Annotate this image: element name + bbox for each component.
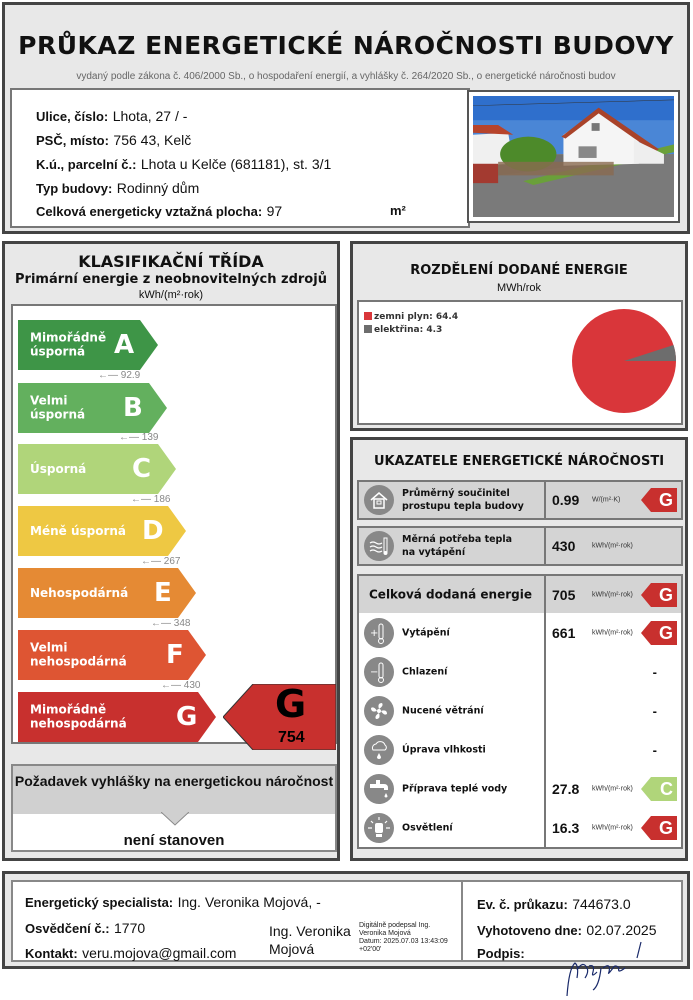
specialist-info — [11, 880, 461, 962]
badge-letter: G — [658, 490, 673, 510]
page-title: PRŮKAZ ENERGETICKÉ NÁROČNOSTI BUDOVY — [18, 31, 674, 60]
indicator-row-heating — [357, 613, 683, 654]
badge-letter: G — [658, 622, 673, 643]
indicator-name: Osvětlení — [402, 822, 453, 833]
indicator-name: Úprava vlhkosti — [402, 744, 486, 755]
badge-letter: C — [660, 778, 673, 799]
type-label: Typ budovy: — [36, 181, 113, 196]
result-class-indicator — [223, 684, 336, 750]
class-label: Velmi — [30, 640, 68, 655]
indicator-row-hot-water — [357, 769, 683, 810]
badge-letter: G — [658, 584, 673, 605]
page-subtitle: vydaný podle zákona č. 406/2000 Sb., o hospodaření energií, a vyhlášky č. 264/2020 Sb., o energetické náročnosti budov — [76, 71, 616, 82]
threshold-d: ←— 267 — [141, 556, 181, 567]
date-value: 02.07.2025 — [586, 922, 657, 938]
building-info — [10, 88, 470, 228]
class-bar-c — [18, 444, 176, 494]
street-value: Lhota, 27 / - — [112, 108, 188, 124]
legend-swatch — [364, 312, 372, 320]
threshold-b: ←— 139 — [119, 432, 159, 443]
indicator-unit: W/(m²·K) — [592, 496, 621, 504]
svg-text:+: + — [370, 627, 379, 639]
signer-name-line: Mojová — [269, 941, 315, 957]
specialist-value: Ing. Veronika Mojová, - — [177, 894, 321, 910]
ev-number-label: Ev. č. průkazu: — [477, 897, 568, 912]
cooling-icon — [364, 657, 394, 687]
class-letter: D — [142, 516, 164, 546]
classification-subtitle: Primární energie z neobnovitelných zdrojů — [15, 272, 327, 287]
indicator-row-heat-demand — [357, 526, 683, 566]
heating-icon — [364, 618, 394, 648]
heat-thermometer-icon — [364, 531, 394, 561]
distribution-title: ROZDĚLENÍ DODANÉ ENERGIE — [410, 263, 628, 278]
class-letter: G — [176, 702, 198, 732]
fan-icon — [364, 696, 394, 726]
class-label: Nehospodárná — [30, 585, 129, 600]
certificate-value: 1770 — [114, 920, 146, 936]
class-letter: B — [123, 393, 143, 423]
street-label: Ulice, číslo: — [36, 109, 109, 124]
energy-distribution-panel — [350, 241, 688, 431]
indicator-value: 705 — [552, 586, 576, 603]
area-value: 97 — [266, 203, 283, 219]
class-badge-c — [641, 777, 677, 801]
threshold-e: ←— 348 — [151, 618, 191, 629]
indicator-value: 430 — [552, 538, 576, 554]
requirement-box — [11, 764, 337, 852]
classification-title: KLASIFIKAČNÍ TŘÍDA — [78, 252, 264, 271]
indicator-row-transmission — [357, 480, 683, 520]
requirement-pointer — [161, 812, 189, 826]
indicator-unit: kWh/(m²·rok) — [592, 824, 633, 831]
pie-chart — [569, 306, 679, 416]
class-badge-g — [641, 816, 677, 840]
signature-text: Veronika Mojová — [359, 930, 411, 937]
result-value: 754 — [278, 729, 305, 746]
threshold-f: ←— 430 — [161, 680, 201, 691]
signature-text: Datum: 2025.07.03 13:43:09 — [359, 938, 448, 945]
header — [2, 2, 690, 92]
indicator-row-total-energy — [357, 574, 683, 615]
indicators-panel — [350, 437, 688, 861]
ku-value: Lhota u Kelče (681181), st. 3/1 — [140, 156, 332, 172]
indicator-name: na vytápění — [402, 547, 466, 558]
class-label: Mimořádně — [30, 330, 107, 345]
indicator-unit: kWh/(m²·rok) — [592, 591, 633, 598]
area-unit: m² — [390, 203, 406, 218]
threshold-c: ←— 186 — [131, 494, 171, 505]
classification-scale — [11, 304, 337, 744]
specialist-label: Energetický specialista: — [25, 895, 174, 910]
class-badge-g — [641, 621, 677, 645]
requirement-value: není stanoven — [123, 832, 225, 849]
certificate-label: Osvědčení č.: — [25, 921, 110, 936]
class-letter: C — [132, 454, 152, 484]
indicator-value: - — [652, 664, 657, 679]
house-icon — [364, 485, 394, 515]
class-bar-f — [18, 630, 206, 680]
legend-swatch — [364, 325, 372, 333]
indicator-name: Chlazení — [402, 666, 448, 677]
area-label: Celková energeticky vztažná plocha: — [36, 204, 263, 219]
indicator-value: - — [652, 703, 657, 718]
class-letter: F — [166, 640, 184, 670]
house-photo-image — [473, 96, 674, 217]
indicator-row-cooling — [357, 652, 683, 693]
signer-name-line: Ing. Veronika — [269, 923, 351, 939]
class-label: Méně úsporná — [30, 523, 127, 538]
indicator-row-ventilation — [357, 691, 683, 732]
class-bar-b — [18, 383, 167, 433]
threshold-value: 186 — [153, 494, 171, 505]
indicator-unit: kWh/(m²·rok) — [592, 542, 633, 550]
indicator-unit: kWh/(m²·rok) — [592, 629, 633, 636]
humidity-icon — [364, 735, 394, 765]
class-badge-g — [641, 583, 677, 607]
class-letter: E — [154, 578, 172, 608]
handwritten-signature — [545, 938, 655, 1000]
class-letter: A — [114, 330, 135, 360]
digital-signature — [359, 922, 448, 954]
psc-value: 756 43, Kelč — [113, 132, 192, 148]
indicator-unit: kWh/(m²·rok) — [592, 785, 633, 792]
signer-name — [269, 922, 351, 958]
threshold-value: 92.9 — [120, 370, 141, 381]
signature-text: +02'00' — [359, 946, 382, 953]
indicator-value: 16.3 — [552, 819, 580, 836]
legend-label: elektřina: 4.3 — [374, 325, 443, 335]
classification-panel — [2, 241, 340, 861]
threshold-value: 430 — [183, 680, 201, 691]
threshold-a: ←— 92.9 — [98, 370, 141, 381]
date-label: Vyhotoveno dne: — [477, 923, 582, 938]
psc-label: PSČ, místo: — [36, 133, 109, 148]
lightbulb-icon — [364, 813, 394, 843]
class-label: nehospodárná — [30, 655, 127, 669]
class-bar-a — [18, 320, 158, 370]
building-info-frame — [2, 88, 690, 234]
distribution-chart — [357, 300, 683, 425]
indicator-value: 27.8 — [552, 780, 580, 797]
requirement-title: Požadavek vyhlášky na energetickou náročnost — [13, 766, 335, 814]
class-label: nehospodárná — [30, 717, 127, 731]
indicator-value: 0.99 — [552, 492, 580, 508]
indicator-value: - — [652, 742, 657, 757]
indicator-name: Celková dodaná energie — [369, 587, 532, 601]
house-photo — [467, 90, 680, 223]
indicator-row-lighting — [357, 808, 683, 849]
class-label: Velmi — [30, 393, 68, 408]
distribution-unit: MWh/rok — [497, 282, 541, 294]
type-value: Rodinný dům — [116, 180, 200, 196]
indicator-name: Nucené větrání — [402, 705, 484, 716]
indicator-value: 661 — [552, 624, 576, 641]
ev-number-value: 744673.0 — [572, 896, 631, 912]
indicator-name: Průměrný součinitel — [402, 488, 510, 499]
badge-letter: G — [658, 817, 673, 838]
indicator-name: Měrná potřeba tepla — [402, 534, 513, 545]
class-label: Mimořádně — [30, 702, 107, 717]
indicator-name: prostupu tepla budovy — [402, 501, 524, 512]
threshold-value: 139 — [141, 432, 159, 443]
indicator-row-humidity — [357, 730, 683, 771]
class-bar-d — [18, 506, 186, 556]
indicators-title: UKAZATELE ENERGETICKÉ NÁROČNOSTI — [373, 454, 665, 469]
water-tap-icon — [364, 774, 394, 804]
indicator-name: Vytápění — [402, 627, 450, 638]
class-badge-g — [641, 488, 677, 512]
signature-text: Digitálně podepsal Ing. — [359, 922, 431, 929]
contact-email[interactable]: veru.mojova@gmail.com — [82, 945, 237, 961]
contact-label: Kontakt: — [25, 946, 78, 961]
legend-item-gas — [364, 312, 458, 322]
class-label: úsporná — [30, 408, 86, 422]
indicator-name: Příprava teplé vody — [402, 783, 508, 794]
legend-item-electricity — [364, 325, 442, 335]
class-label: Úsporná — [30, 461, 87, 476]
legend-label: zemni plyn: 64.4 — [374, 312, 459, 322]
svg-text:−: − — [370, 666, 379, 678]
class-bar-e — [18, 568, 196, 618]
ku-label: K.ú., parcelní č.: — [36, 157, 137, 172]
result-class: G — [275, 682, 307, 726]
classification-unit: kWh/(m²·rok) — [138, 289, 204, 301]
signature-label: Podpis: — [477, 946, 525, 961]
class-label: úsporná — [30, 345, 86, 359]
threshold-value: 348 — [173, 618, 191, 629]
class-bar-g — [18, 692, 216, 742]
threshold-value: 267 — [163, 556, 181, 567]
